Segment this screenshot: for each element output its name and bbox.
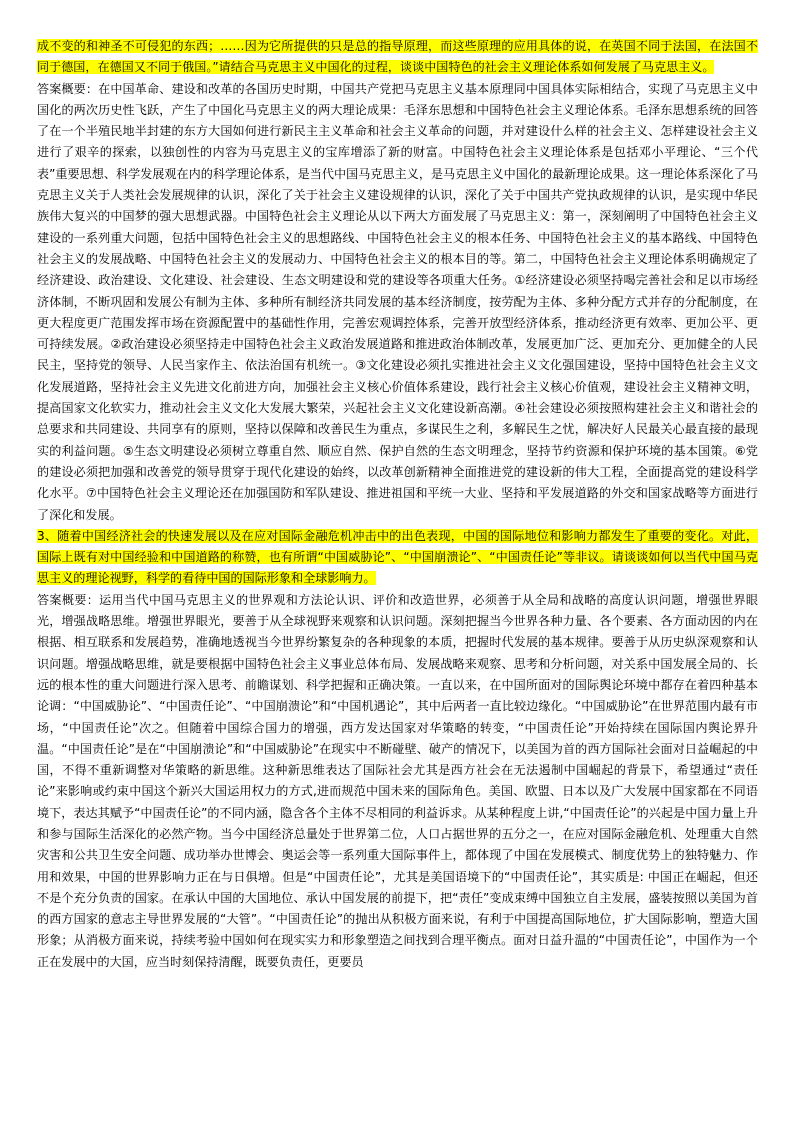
document-page <box>37 36 758 973</box>
question-2-highlight: 成不变的和神圣不可侵犯的东西；……因为它所提供的只是总的指导原理，而这些原理的应用具体的说，在英国不同于法国，在法国不同于德国，在德国又不同于俄国。”请结合马克思主义中国化的过程，谈谈中国特色的社会主义理论体系如何发展了马克思主义。 <box>37 39 758 75</box>
question-2-text <box>37 36 758 79</box>
question-3-highlight: 3、随着中国经济社会的快速发展以及在应对国际金融危机冲击中的出色表现，中国的国际地位和影响力都发生了重要的变化。对此，国际上既有对中国经验和中国道路的称赞，也有所谓“中国威胁论”、“中国崩溃论”、“中国责任论”等非议。请谈谈如何以当代中国马克思主义的理论视野，科学的看待中国的国际形象和全球影响力。 <box>37 528 758 586</box>
question-3-text <box>37 526 758 590</box>
answer-3-text: 答案概要：运用当代中国马克思主义的世界观和方法论认识、评价和改造世界，必须善于从全局和战略的高度认识问题，增强世界眼光，增强战略思维。增强世界眼光，要善于从全球视野来观察和认识问题。深刻把握当今世界各种力量、各个要素、各方面动因的内在根据、相互联系和发展趋势，准确地透视当今世界纷繁复杂的各种现象的本质，把握时代发展的基本规律。要善于从历史纵深观察和认识问题。增强战略思维，就是要根据中国特色社会主义事业总体布局、发展战略来观察、思考和分析问题，对关系中国发展全局的、长远的根本性的重大问题进行深入思考、前瞻谋划、科学把握和正确决策。一直以来，在中国所面对的国际舆论环境中都存在着四种基本论调：“中国威胁论”、“中国责任论”、“中国崩溃论”和“中国机遇论”，其中后两者一直比较边缘化。“中国威胁论”在世界范围内最有市场，“中国责任论”次之。但随着中国综合国力的增强，西方发达国家对华策略的转变，“中国责任论”开始持续在国际国内舆论界升温。“中国责任论”是在“中国崩溃论”和“中国威胁论”在现实中不断碰壁、破产的情况下，以美国为首的西方国际社会面对日益崛起的中国，不得不重新调整对华策略的新思维。这种新思维表达了国际社会尤其是西方社会在无法遏制中国崛起的背景下，希望通过“责任论”来影响或约束中国这个新兴大国运用权力的方式,进而规范中国未来的国际角色。美国、欧盟、日本以及广大发展中国家都在不同语境下，表达其赋予“中国责任论”的不同内涵，隐含各个主体不尽相同的利益诉求。从某种程度上讲,“中国责任论”的兴起是中国力量上升和参与国际生活深化的必然产物。当今中国经济总量处于世界第二位，人口占据世界的五分之一，在应对国际金融危机、处理重大自然灾害和公共卫生安全问题、成功举办世博会、奥运会等一系列重大国际事件上，都体现了中国在发展模式、制度优势上的独特魅力、作用和效果，中国的世界影响力正在与日俱增。但是“中国责任论”，尤其是美国语境下的“中国责任论”，其实质是: 中国正在崛起，但还不是个充分负责的国家。在承认中国的大国地位、承认中国发展的前提下，把“责任”变成束缚中国独立自主发展，盛装按照以美国为首的西方国家的意志主导世界发展的“大管”。“中国责任论”的抛出从积极方面来说，有利于中国提高国际地位，扩大国际影响，塑造大国形象；从消极方面来说，持续考验中国如何在现实实力和形象塑造之间找到合理平衡点。面对日益升温的“中国责任论”，中国作为一个正在发展中的大国，应当时刻保持清醒，既要负责任，更要员 <box>37 592 758 969</box>
answer-2-text: 答案概要：在中国革命、建设和改革的各国历史时期，中国共产党把马克思主义基本原理同中国具体实际相结合，实现了马克思主义中国化的两次历史性飞跃，产生了中国化马克思主义的两大理论成果：毛泽东思想和中国特色社会主义理论体系。毛泽东思想系统的回答了在一个半殖民地半封建的东方大国如何进行新民主主义革命和社会主义革命的问题，并对建设什么样的社会主义、怎样建设社会主义进行了艰辛的探索，以独创性的内容为马克思主义的宝库增添了新的财富。中国特色社会主义理论体系是包括邓小平理论、“三个代表”重要思想、科学发展观在内的科学理论体系，是当代中国马克思主义，是马克思主义中国化的最新理论成果。这一理论体系深化了马克思主义关于人类社会发展规律的认识，深化了关于社会主义建设规律的认识，深化了关于中国共产党执政规律的认识，是实现中华民族伟大复兴的中国梦的强大思想武器。中国特色社会主义理论从以下两大方面发展了马克思主义：第一，深刻阐明了中国特色社会主义建设的一系列重大问题，包括中国特色社会主义的思想路线、中国特色社会主义的根本任务、中国特色社会主义的基本路线、中国特色社会主义的发展战略、中国特色社会主义的发展动力、中国特色社会主义的根本目的等。第二，中国特色社会主义理论体系明确规定了经济建设、政治建设、文化建设、社会建设、生态文明建设和党的建设等各项重大任务。①经济建设必须坚持喝完善社会和足以市场经济体制，不断巩固和发展公有制为主体、多种所有制经济共同发展的基本经济制度，按劳配为主体、多种分配方式并存的分配制度，在更大程度更广范围发挥市场在资源配置中的基础性作用，完善宏观调控体系，完善开放型经济体系，推动经济更有效率、更加公平、更可持续发展。②政治建设必须坚持走中国特色社会主义政治发展道路和推进政治体制改革，发展更加广泛、更加充分、更加健全的人民民主，坚持党的领导、人民当家作主、依法治国有机统一。③文化建设必须扎实推进社会主义文化强国建设，坚持中国特色社会主义文化发展道路，坚持社会主义先进文化前进方向，加强社会主义核心价值体系建设，践行社会主义核心价值观，建设社会主义精神文明，提高国家文化软实力，推动社会主义文化大发展大繁荣，兴起社会主义文化建设新高潮。④社会建设必须按照构建社会主义和谐社会的总要求和共同建设、共同享有的原则，坚持以保障和改善民生为重点，多谋民生之利，多解民生之忧，解决好人民最关心最直接的最现实的利益问题。⑤生态文明建设必须树立尊重自然、顺应自然、保护自然的生态文明理念，坚持节约资源和保护环境的基本国策。⑥党的建设必须把加强和改善党的领导贯穿于现代化建设的始终，以改革创新精神全面推进党的建设新的伟大工程，全面提高党的建设科学化水平。⑦中国特色社会主义理论还在加强国防和军队建设、推进祖国和平统一大业、坚持和平发展道路的外交和国家战略等方面进行了深化和发展。 <box>37 81 758 522</box>
